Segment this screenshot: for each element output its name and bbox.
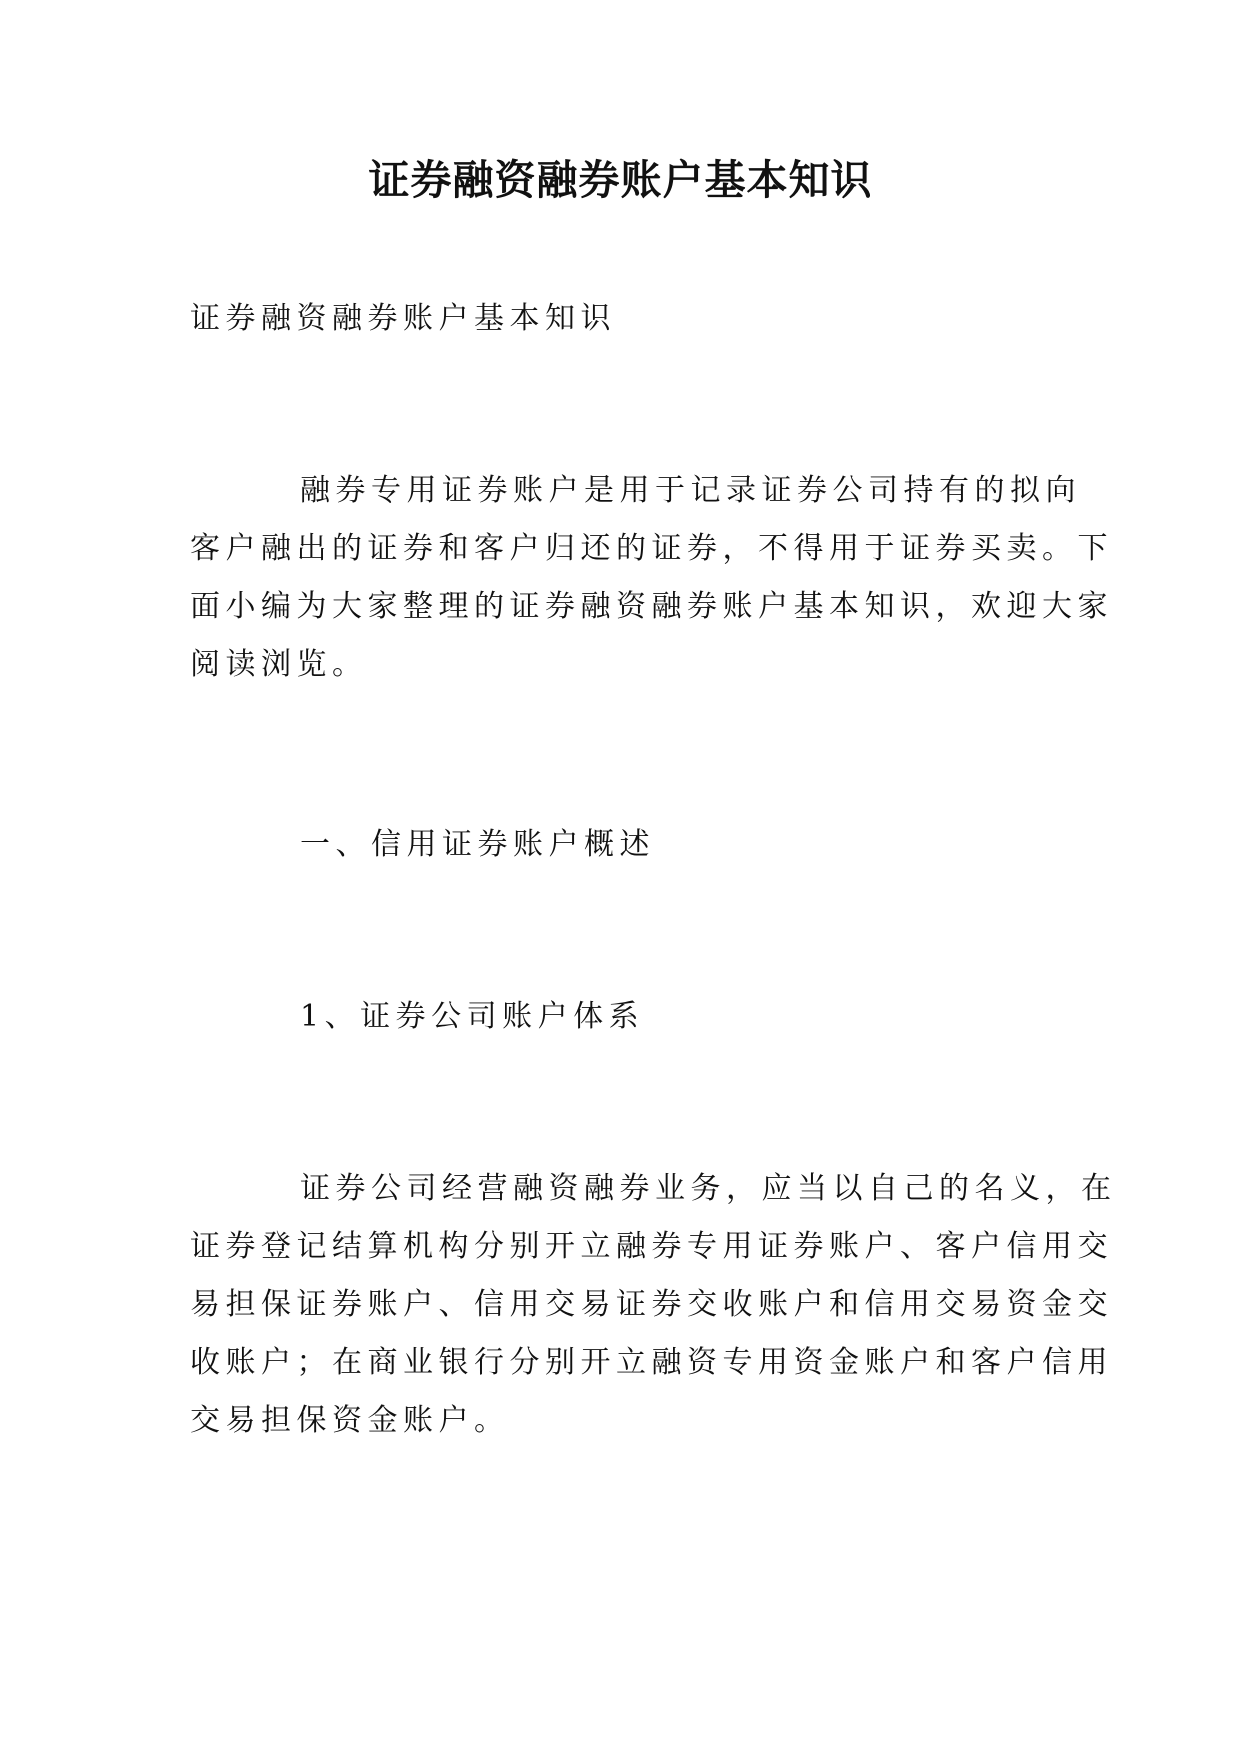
paragraph-line: 客户融出的证券和客户归还的证券，不得用于证券买卖。下	[190, 531, 1113, 566]
subsection-heading-account-system: 1、证券公司账户体系	[300, 999, 645, 1034]
paragraph-line: 易担保证券账户、信用交易证券交收账户和信用交易资金交	[190, 1287, 1113, 1322]
document-subtitle: 证券融资融券账户基本知识	[190, 301, 616, 336]
paragraph-intro	[190, 462, 1113, 694]
paragraph-line: 面小编为大家整理的证券融资融券账户基本知识，欢迎大家	[190, 589, 1113, 624]
paragraph-line: 交易担保资金账户。	[190, 1403, 510, 1438]
section-heading-overview: 一、信用证券账户概述	[300, 827, 655, 862]
paragraph-line: 证券公司经营融资融券业务，应当以自己的名义，在	[300, 1171, 1117, 1206]
paragraph-line: 证券登记结算机构分别开立融券专用证券账户、客户信用交	[190, 1229, 1113, 1264]
paragraph-line: 阅读浏览。	[190, 647, 368, 682]
paragraph-line: 收账户；在商业银行分别开立融资专用资金账户和客户信用	[190, 1345, 1113, 1380]
document-title: 证券融资融券账户基本知识	[368, 156, 873, 204]
paragraph-account-system	[190, 1160, 1117, 1450]
paragraph-line: 融券专用证券账户是用于记录证券公司持有的拟向	[300, 473, 1081, 508]
